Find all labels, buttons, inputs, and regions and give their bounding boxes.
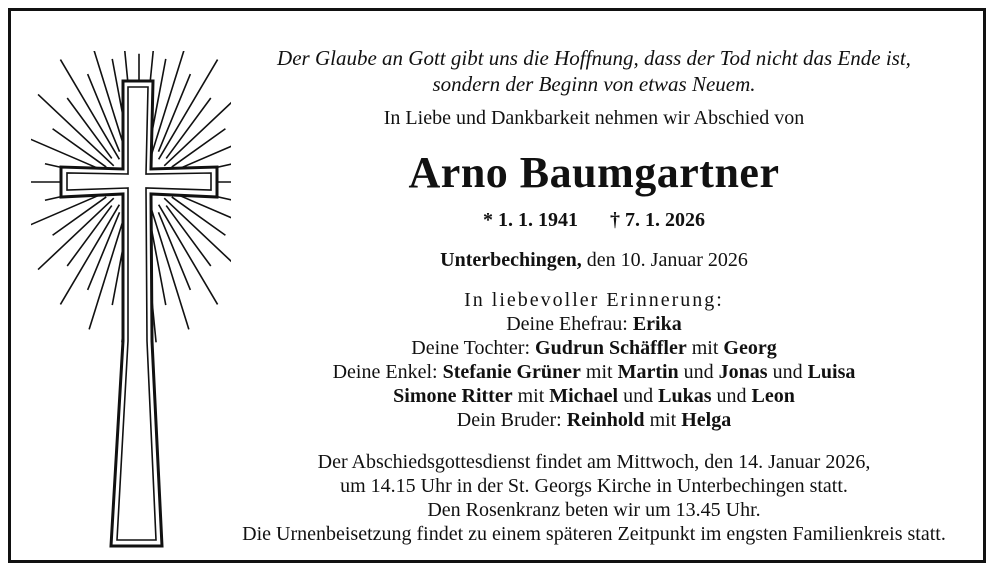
connector: mit [644, 409, 682, 431]
connector: mit [512, 385, 550, 407]
deceased-name: Arno Baumgartner [408, 148, 780, 197]
life-dates [201, 209, 987, 232]
ray-line [89, 209, 126, 329]
name-great-grandchild: Luisa [807, 361, 856, 383]
label-grandchildren: Deine Enkel: [332, 361, 443, 383]
family-wife [201, 313, 987, 336]
ray-line [151, 209, 188, 329]
connector: mit [686, 337, 724, 359]
name-grandchild: Simone Ritter [393, 385, 513, 407]
birth-date: * 1. 1. 1941 [483, 209, 578, 231]
name-great-grandchild: Lukas [658, 385, 712, 407]
family-grandchildren-1 [201, 361, 987, 384]
family-daughter [201, 337, 987, 360]
name-brother: Reinhold [566, 409, 645, 431]
death-date: † 7. 1. 2026 [610, 209, 705, 231]
motto-line-1: Der Glaube an Gott gibt uns die Hoffnung, dass der Tod nicht das Ende ist, [277, 46, 911, 70]
name-grandchild-partner: Michael [549, 385, 619, 407]
date: den 10. Januar 2026 [581, 249, 748, 271]
name-daughter-partner: Georg [723, 337, 777, 359]
name-brother-partner: Helga [681, 409, 732, 431]
connector: und [678, 361, 719, 383]
service-line-1: Der Abschiedsgottesdienst findet am Mittwoch, den 14. Januar 2026, [317, 451, 871, 473]
service-line-2: um 14.15 Uhr in der St. Georgs Kirche in Unterbechingen statt. [340, 475, 848, 497]
name-wife: Erika [632, 313, 682, 335]
label-wife: Deine Ehefrau: [506, 313, 633, 335]
intro-text: In Liebe und Dankbarkeit nehmen wir Abschied von [383, 107, 805, 129]
service-line-4: Die Urnenbeisetzung findet zu einem späteren Zeitpunkt im engsten Familienkreis statt. [242, 523, 946, 545]
family-brother [201, 409, 987, 432]
label-brother: Dein Bruder: [456, 409, 567, 431]
connector: und [711, 385, 752, 407]
place-date [201, 249, 987, 272]
connector: und [767, 361, 808, 383]
connector: und [618, 385, 659, 407]
service-line-3: Den Rosenkranz beten wir um 13.45 Uhr. [427, 499, 761, 521]
family-grandchildren-2 [201, 385, 987, 408]
name-great-grandchild: Jonas [718, 361, 768, 383]
motto-line-2: sondern der Beginn von etwas Neuem. [432, 72, 756, 96]
name-great-grandchild: Leon [751, 385, 795, 407]
connector: mit [580, 361, 618, 383]
name-grandchild: Stefanie Grüner [442, 361, 581, 383]
memory-heading: In liebevoller Erinnerung: [464, 289, 724, 311]
place: Unterbechingen, [440, 249, 582, 271]
name-grandchild-partner: Martin [617, 361, 679, 383]
name-daughter: Gudrun Schäffler [535, 337, 687, 359]
obituary-card [8, 8, 986, 563]
label-daughter: Deine Tochter: [411, 337, 536, 359]
